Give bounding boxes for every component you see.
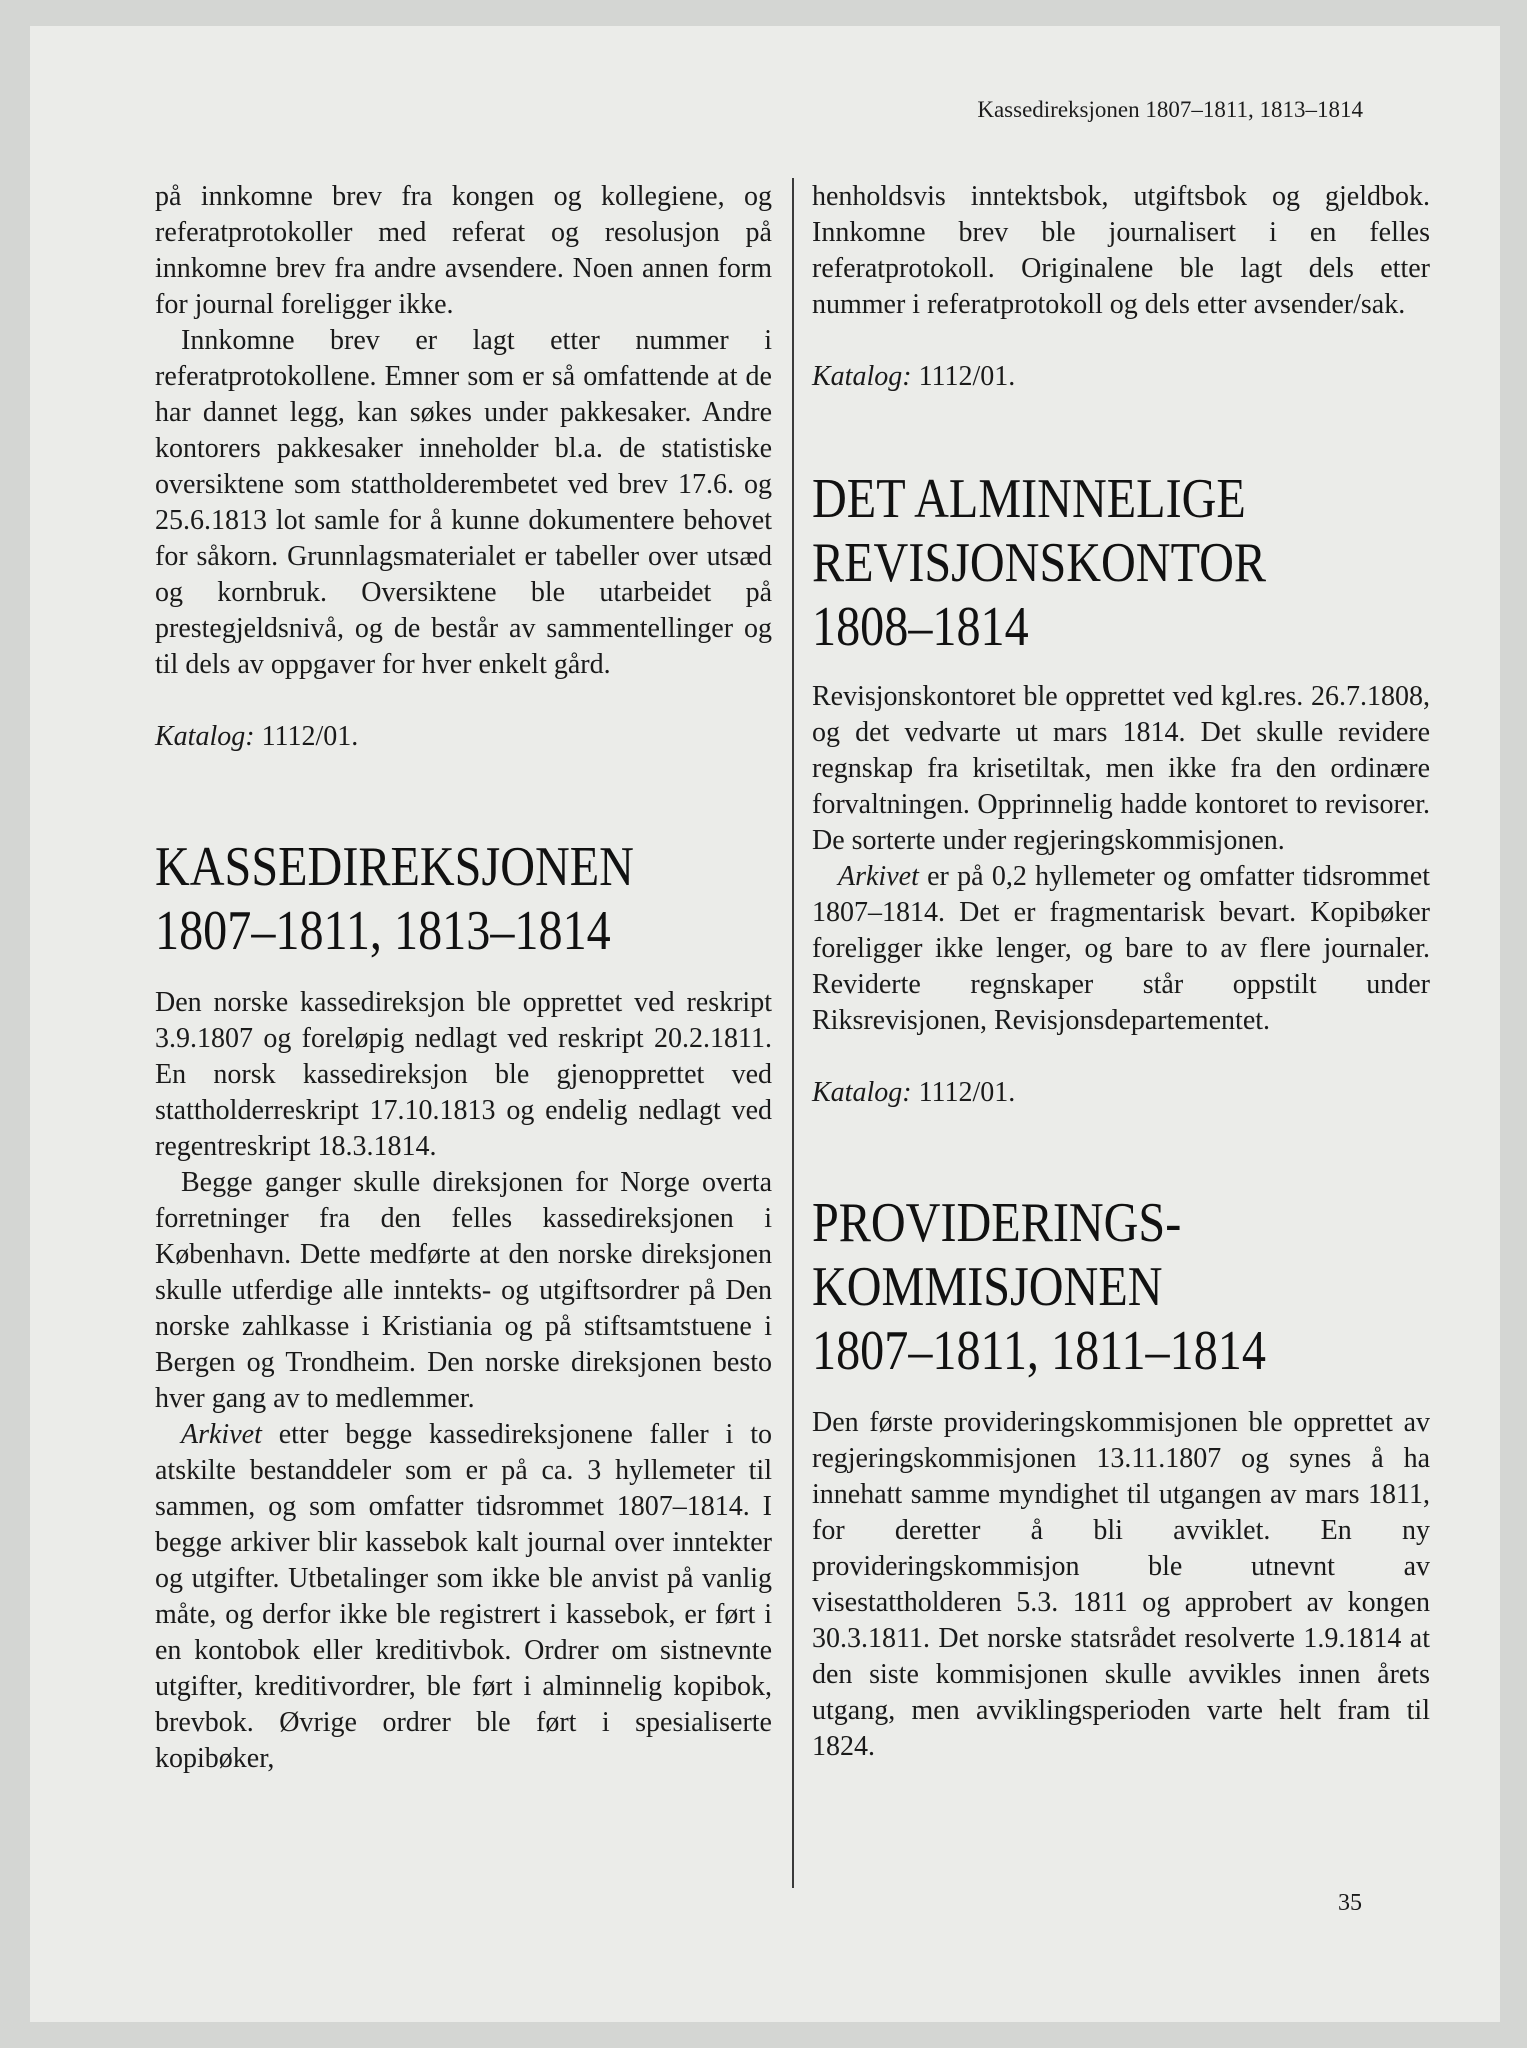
heading-line: 1807–1811, 1811–1814 (812, 1320, 1266, 1382)
arkivet-lead: Arkivet (181, 1419, 262, 1450)
katalog-label: Katalog: (812, 361, 912, 392)
katalog-value: 1112/01. (911, 1077, 1016, 1108)
left-para-3: Den norske kassedireksjon ble opprettet ved reskript 3.9.1807 og foreløpig nedlagt ved reskript 20.2.1811. En norsk kassedireksjon ble gjenopprettet ved stattholderreskript 17.10.1813 og endelig nedlagt ved regentreskript 18.3.1814. (155, 987, 772, 1162)
page-number: 35 (1338, 1890, 1362, 1916)
left-para-1: på innkomne brev fra kongen og kollegiene, og referatprotokoller med referat og resolusjon på innkomne brev fra andre avsendere. Noen annen form for journal foreligger ikke. (155, 181, 772, 320)
running-header: Kassedireksjonen 1807–1811, 1813–1814 (977, 97, 1363, 122)
left-para-2: Innkomne brev er lagt etter nummer i referatprotokollene. Emner som er så omfattende at de har dannet legg, kan søkes under pakkesaker. Andre kontorers pakkesaker inneholder bl.a. de statistiske oversiktene som stattholderembetet ved brev 17.6. og 25.6.1813 lot samle for å kunne dokumentere behovet for såkorn. Grunnlagsmaterialet er tabeller over utsæd og kornbruk. Oversiktene ble utarbeidet på prestegjeldsnivå, og de består av sammentellinger og til dels av oppgaver for hver enkelt gård. (155, 325, 772, 680)
right-katalog-1 (812, 359, 1430, 395)
right-para-3: Arkivet er på 0,2 hyllemeter og omfatter tidsrommet 1807–1814. Det er fragmentarisk bevart. Kopibøker foreligger ikke lenger, og bare to av flere journaler. Reviderte regnskaper står oppstilt under Riksrevisjonen, Revisjonsdepartementet. (812, 861, 1430, 1036)
katalog-label: Katalog: (155, 721, 255, 752)
right-para-1: henholdsvis inntektsbok, utgiftsbok og gjeldbok. Innkomne brev ble journalisert i en felles referatprotokoll. Originalene ble lagt dels etter nummer i referatprotokoll og dels etter avsender/sak. (812, 181, 1430, 320)
heading-provideringskommisjonen (812, 1191, 1343, 1383)
heading-line: REVISJONSKONTOR (812, 532, 1267, 594)
katalog-value: 1112/01. (254, 721, 359, 752)
left-para-5: Arkivet etter begge kassedireksjonene faller i to atskilte bestanddeler som er på ca. 3 hyllemeter til sammen, og som omfatter tidsrommet 1807–1814. I begge arkiver blir kassebok kalt journal over inntekter og utgifter. Utbetalinger som ikke ble anvist på vanlig måte, og derfor ikke ble registrert i kassebok, er ført i en kontobok eller kreditivbok. Ordrer om sistnevnte utgifter, kreditivordrer, ble ført i alminnelig kopibok, brevbok. Øvrige ordrer ble ført i spesialiserte kopibøker, (155, 1419, 772, 1774)
page-sheet (30, 26, 1500, 2022)
column-rule (792, 178, 794, 1888)
heading-line: 1808–1814 (812, 596, 1029, 658)
left-column (155, 179, 772, 1777)
katalog-label: Katalog: (812, 1077, 912, 1108)
right-katalog-2 (812, 1075, 1430, 1111)
heading-kassedireksjonen (155, 835, 686, 963)
heading-line: KOMMISJONEN (812, 1256, 1163, 1318)
arkivet-lead: Arkivet (838, 861, 919, 892)
right-para-2: Revisjonskontoret ble opprettet ved kgl.res. 26.7.1808, og det vedvarte ut mars 1814. Det skulle revidere regnskap fra krisetiltak, men ikke fra den ordinære forvaltningen. Opprinnelig hadde kontoret to revisorer. De sorterte under regjeringskommisjonen. (812, 681, 1430, 856)
right-para-4: Den første provideringskommisjonen ble opprettet av regjeringskommisjonen 13.11.1807 og synes å ha innehatt samme myndighet til utgangen av mars 1811, for deretter å bli avviklet. En ny provideringskommisjon ble utnevnt av visestattholderen 5.3. 1811 og approbert av kongen 30.3.1811. Det norske statsrådet resolverte 1.9.1814 at den siste kommisjonen skulle avvikles innen årets utgang, men avviklingsperioden varte helt fram til 1824. (812, 1407, 1430, 1762)
left-para-4: Begge ganger skulle direksjonen for Norge overta forretninger fra den felles kassedireksjonen i København. Dette medførte at den norske direksjonen skulle utferdige alle inntekts- og utgiftsordrer på Den norske zahlkasse i Kristiania og på stiftsamtstuene i Bergen og Trondheim. Den norske direksjonen besto hver gang av to medlemmer. (155, 1167, 772, 1414)
right-column (812, 179, 1430, 1765)
left-katalog (155, 719, 772, 755)
heading-revisjonskontor (812, 467, 1343, 659)
heading-line: DET ALMINNELIGE (812, 468, 1246, 530)
heading-line: PROVIDERINGS- (812, 1192, 1182, 1254)
heading-line: KASSEDIREKSJONEN (155, 836, 634, 898)
heading-line: 1807–1811, 1813–1814 (155, 900, 611, 962)
katalog-value: 1112/01. (911, 361, 1016, 392)
